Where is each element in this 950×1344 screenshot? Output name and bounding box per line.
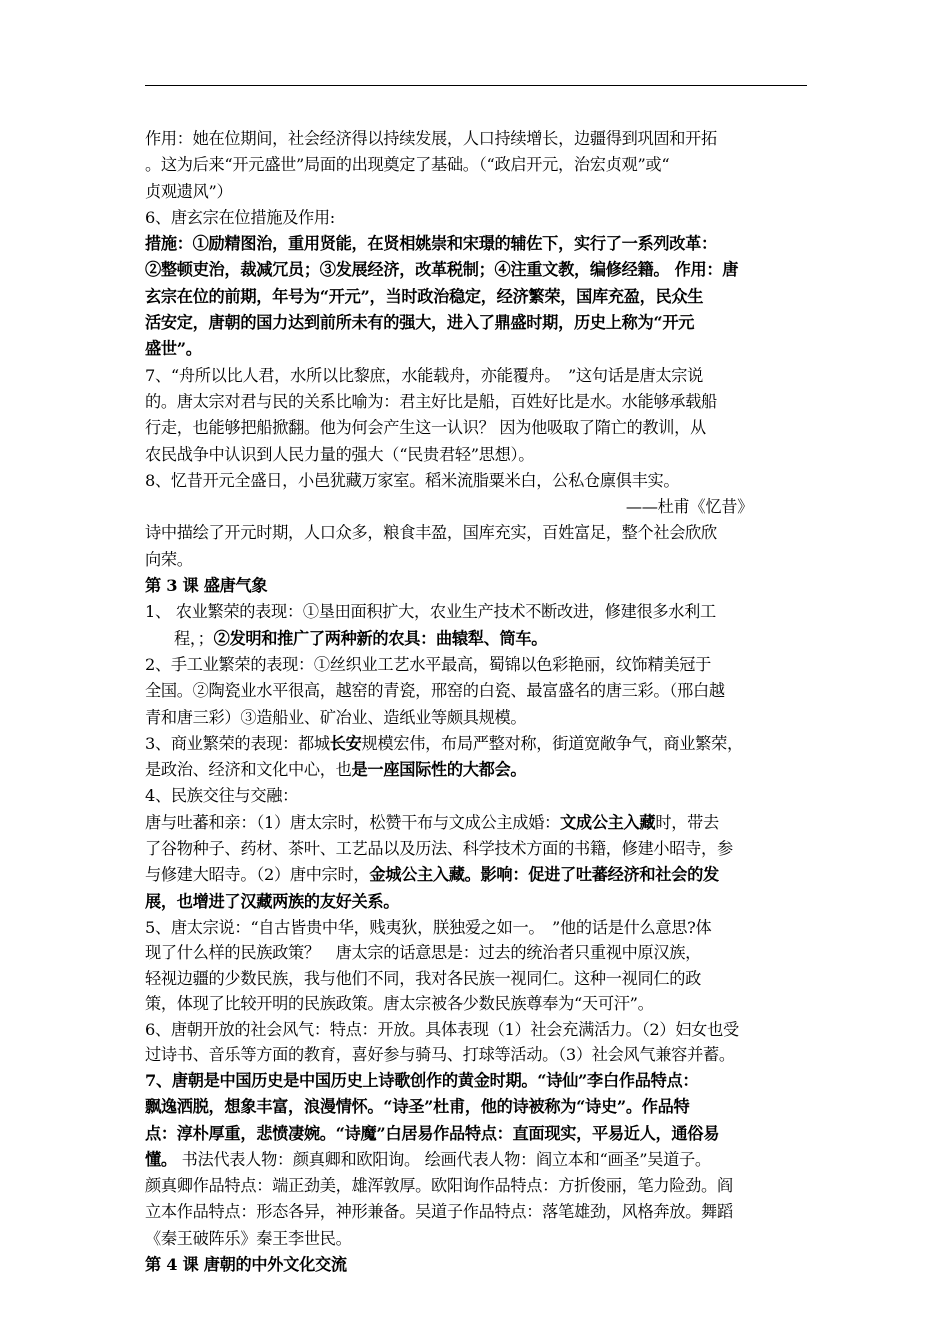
- item-heading: 6、唐玄宗在位措施及作用:: [145, 207, 335, 227]
- text-line: 现了什么样的民族政策？ 唐太宗的话意思是：过去的统治者只重视中原汉族，: [145, 943, 702, 963]
- text-line: [145, 810, 813, 836]
- bold-span: 懂。: [145, 1149, 177, 1169]
- text-span: 程，；: [174, 628, 214, 648]
- text-line: 向荣。: [145, 549, 193, 569]
- bold-line: 点：淳朴厚重，悲愤凄婉。“诗魔”白居易作品特点：直面现实，平易近人，通俗易: [145, 1123, 720, 1143]
- poem-line: 8、忆昔开元全盛日，小邑犹藏万家室。稻米流脂粟米白，公私仓廪俱丰实。: [145, 470, 680, 490]
- text-line: 立本作品特点：形态各异，神形兼备。吴道子作品特点：落笔雄劲，风格奔放。舞蹈: [145, 1202, 733, 1222]
- text-line: 行走，也能够把船掀翻。他为何会产生这一认识？ 因为他吸取了隋亡的教训，从: [145, 418, 706, 438]
- text-line: 。这为后来“开元盛世”局面的出现奠定了基础。（“政启开元，治宏贞观”或“: [145, 155, 670, 175]
- bold-line: 7、唐朝是中国历史是中国历史上诗歌创作的黄金时期。“诗仙”李白作品特点：: [145, 1070, 699, 1090]
- text-line: 5、唐太宗说：“自古皆贵中华，贱夷狄，朕独爱之如一。 ”他的话是什么意思?体: [145, 917, 712, 937]
- bold-line: 措施：①励精图治，重用贤能，在贤相姚崇和宋璟的辅佐下，实行了一系列改革：: [145, 234, 717, 254]
- text-line: [145, 731, 813, 757]
- bold-line: 飘逸洒脱，想象丰富，浪漫情怀。“诗圣”杜甫，他的诗被称为“诗史”。作品特: [145, 1097, 690, 1117]
- bold-span: 是一座国际性的大都会。: [351, 760, 527, 780]
- header-rule: [145, 85, 807, 86]
- lesson-title: 第 3 课 盛唐气象: [145, 576, 268, 596]
- bold-span: 文成公主入藏: [559, 812, 656, 832]
- text-line: 7、“舟所以比人君，水所以比黎庶，水能载舟，亦能覆舟。 ”这句话是唐太宗说: [145, 365, 704, 385]
- text-line: [145, 862, 813, 888]
- text-line: 2、手工业繁荣的表现：①丝织业工艺水平最高，蜀锦以色彩艳丽，纹饰精美冠于: [145, 654, 712, 674]
- bold-line: 活安定，唐朝的国力达到前所未有的强大，进入了鼎盛时期，历史上称为“开元: [145, 313, 695, 333]
- text-line: 颜真卿作品特点：端正劲美，雄浑敦厚。欧阳询作品特点：方折俊丽，笔力险劲。阎: [145, 1176, 733, 1196]
- text-span: 是政治、经济和文化中心，也: [145, 760, 352, 780]
- text-line: 策，体现了比较开明的民族政策。唐太宗被各少数民族尊奉为“天可汗”。: [145, 994, 654, 1014]
- text-line: [145, 1147, 813, 1173]
- text-line: 贞观遗风”）: [145, 181, 233, 201]
- lesson-title: 第 4 课 唐朝的中外文化交流: [145, 1254, 347, 1274]
- text-line: 农民战争中认识到人民力量的强大（“民贵君轻”思想）。: [145, 444, 535, 464]
- bold-span: 长安: [329, 733, 362, 753]
- text-span: 时，带去: [655, 812, 719, 832]
- text-span: 规模宏伟，布局严整对称，街道宽敞争气，商业繁荣，: [361, 733, 743, 753]
- text-span: 书法代表人物：颜真卿和欧阳询。 绘画代表人物：阎立本和“画圣”吴道子。: [176, 1149, 711, 1169]
- text-line: 全国。②陶瓷业水平很高，越窑的青瓷，邢窑的白瓷、最富盛名的唐三彩。（邢白越: [145, 681, 725, 701]
- bold-span: ②发明和推广了两种新的农具：曲辕犁、筒车。: [213, 628, 548, 648]
- text-span: 唐与吐蕃和亲：（1）唐太宗时，松赞干布与文成公主成婚：: [145, 812, 560, 832]
- bold-line: 玄宗在位的前期，年号为“开元”，当时政治稳定，经济繁荣，国库充盈，民众生: [145, 286, 704, 306]
- poem-attribution: ——杜甫《忆昔》: [625, 497, 753, 517]
- bold-line: 盛世”。: [145, 339, 202, 359]
- text-line: 6、唐朝开放的社会风气：特点：开放。具体表现（1）社会充满活力。（2）妇女也受: [145, 1019, 739, 1039]
- text-line: 的。唐太宗对君与民的关系比喻为：君主好比是船，百姓好比是水。水能够承载船: [145, 391, 717, 411]
- text-span: 与修建大昭寺。（2）唐中宗时，: [145, 865, 370, 885]
- text-line: 了谷物种子、药材、茶叶、工艺品以及历法、科学技术方面的书籍，修建小昭寺，参: [145, 839, 733, 859]
- text-line: [145, 757, 813, 783]
- text-line: 轻视边疆的少数民族，我与他们不同，我对各民族一视同仁。这种一视同仁的政: [145, 968, 702, 988]
- text-line: [145, 626, 813, 652]
- document-body: [145, 126, 813, 1278]
- bold-span: 金城公主入藏。影响：促进了吐蕃经济和社会的发: [369, 865, 719, 885]
- text-line: 《秦王破阵乐》秦王李世民。: [145, 1228, 352, 1248]
- bold-line: 展，也增进了汉藏两族的友好关系。: [145, 891, 400, 911]
- item-heading: 4、民族交往与交融：: [145, 786, 298, 806]
- text-line: 青和唐三彩）③造船业、矿冶业、造纸业等颇具规模。: [145, 707, 527, 727]
- text-line: 1、 农业繁荣的表现：①垦田面积扩大，农业生产技术不断改进，修建很多水利工: [145, 602, 716, 622]
- text-line: 诗中描绘了开元时期，人口众多，粮食丰盈，国库充实，百姓富足，整个社会欣欣: [145, 523, 717, 543]
- text-line: 过诗书、音乐等方面的教育，喜好参与骑马、打球等活动。（3）社会风气兼容并蓄。: [145, 1045, 735, 1065]
- text-span: 3、商业繁荣的表现：都城: [145, 733, 330, 753]
- bold-line: ②整顿吏治，裁减冗员；③发展经济，改革税制；④注重文教，编修经籍。 作用：唐: [145, 260, 739, 280]
- text-line: 作用：她在位期间，社会经济得以持续发展，人口持续增长，边疆得到巩固和开拓: [145, 129, 717, 148]
